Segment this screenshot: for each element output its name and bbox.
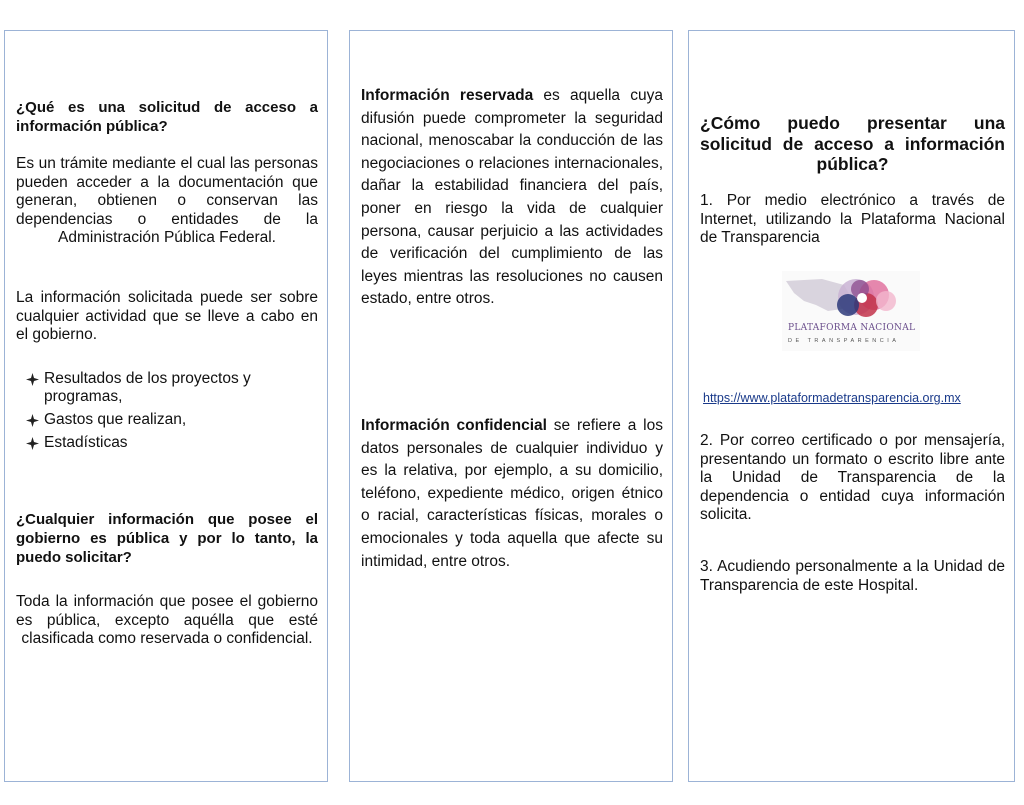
logo-subtitle: DE TRANSPARENCIA [788, 338, 900, 344]
bullet-text: Resultados de los proyectos y programas, [44, 370, 251, 405]
list-item [16, 434, 318, 452]
paragraph-reserved [361, 85, 663, 311]
platform-link-wrapper [703, 389, 1005, 407]
diamond-bullet-icon [26, 437, 39, 450]
step-electronic: 1. Por medio electrónico a través de Internet, utilizando la Plataforma Nacional de Transparencia [700, 192, 1005, 246]
step-in-person: 3. Acudiendo personalmente a la Unidad de Transparencia de este Hospital. [700, 558, 1005, 594]
bullet-list [16, 370, 318, 457]
question-any-information: ¿Cualquier información que posee el gobierno es pública y por lo tanto, la puedo solicitar? [16, 511, 318, 566]
bullet-text: Estadísticas [44, 434, 128, 451]
paragraph-scope: La información solicitada puede ser sobre cualquier actividad que se lleve a cabo en el gobierno. [16, 289, 318, 343]
plataforma-nacional-logo [782, 271, 920, 351]
platform-url-link[interactable]: https://www.plataformadetransparencia.org.mx [703, 391, 961, 405]
paragraph-definition: Es un trámite mediante el cual las personas pueden acceder a la documentación que generan, obtienen o conservan las dependencias o entidades de la Administración Pública Federal. [16, 155, 318, 246]
paragraph-confidential [361, 415, 663, 573]
term-reserved: Información reservada [361, 87, 534, 104]
list-item [16, 370, 318, 406]
step-mail: 2. Por correo certificado o por mensajería, presentando un formato o escrito libre ante la Unidad de Transparencia de la dependencia o entidad cuya información solicita. [700, 432, 1005, 523]
diamond-bullet-icon [26, 414, 39, 427]
panel-right [688, 30, 1015, 782]
reserved-definition: es aquella cuya difusión puede comprometer la seguridad nacional, menoscabar la conducción de las negociaciones o relaciones internacionales, dañar la estabilidad financiera del país, poner en riesgo la vida de cualquier persona, causar perjuicio a las actividades de verificación del cumplimiento de las leyes mientras las resoluciones no causen estado, entre otros. [361, 87, 663, 308]
question-what-is-request: ¿Qué es una solicitud de acceso a información pública? [16, 99, 318, 135]
panel-left [4, 30, 328, 782]
section-title: ¿Cómo puedo presentar una solicitud de acceso a información pública? [700, 113, 1005, 174]
list-item [16, 411, 318, 429]
panel-middle [349, 30, 673, 782]
diamond-bullet-icon [26, 373, 39, 386]
bullet-text: Gastos que realizan, [44, 411, 187, 428]
term-confidential: Información confidencial [361, 417, 547, 434]
logo-title: PLATAFORMA NACIONAL [788, 323, 916, 333]
confidential-definition: se refiere a los datos personales de cualquier individuo y es la relativa, por ejemplo, a su domicilio, teléfono, expediente médico, origen étnico o racial, características físicas, morales o emocionales y toda aquella que afecte su intimidad, entre otros. [361, 417, 663, 570]
paragraph-all-public: Toda la información que posee el gobierno es pública, excepto aquélla que esté clasificada como reservada o confidencial. [16, 593, 318, 647]
